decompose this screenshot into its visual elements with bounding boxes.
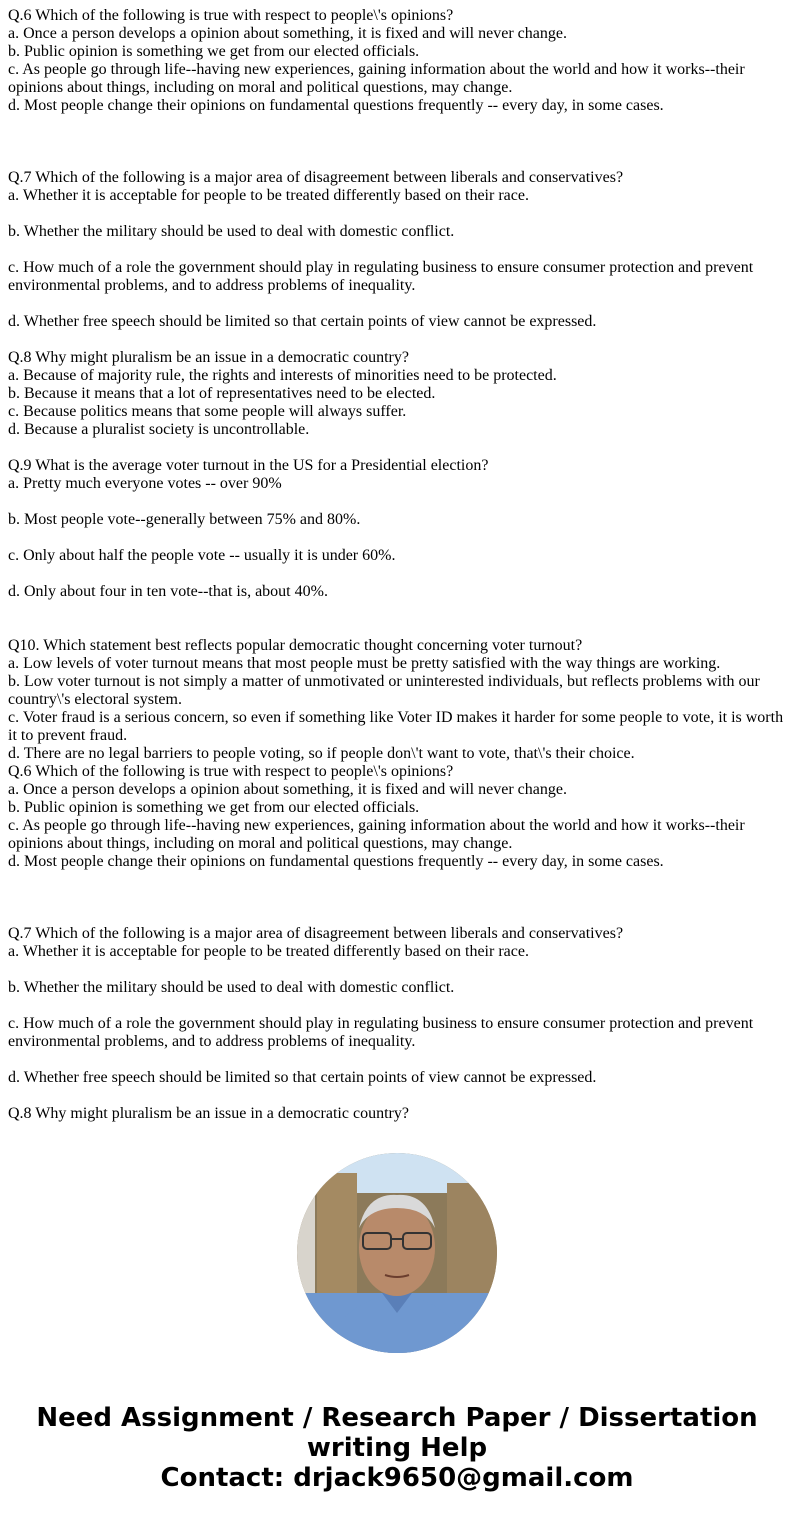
q6-title-repeat: Q.6 Which of the following is true with respect to people\'s opinions? bbox=[8, 763, 454, 780]
q6-option-a-repeat: a. Once a person develops a opinion about something, it is fixed and will never change. bbox=[8, 781, 567, 798]
q7-option-d: d. Whether free speech should be limited so that certain points of view cannot be expressed. bbox=[8, 313, 597, 330]
q9-option-b: b. Most people vote--generally between 75% and 80%. bbox=[8, 511, 361, 528]
q7-title-repeat: Q.7 Which of the following is a major area of disagreement between liberals and conservatives? bbox=[8, 925, 624, 942]
q9-option-c: c. Only about half the people vote -- usually it is under 60%. bbox=[8, 547, 396, 564]
promo-line-2: writing Help bbox=[306, 1433, 488, 1463]
q8-option-d: d. Because a pluralist society is uncontrollable. bbox=[8, 421, 310, 438]
q10-option-c: c. Voter fraud is a serious concern, so even if something like Voter ID makes it harder for some people to vote, it is worth it to prevent fraud. bbox=[8, 709, 784, 744]
q7-option-a: a. Whether it is acceptable for people to be treated differently based on their race. bbox=[8, 187, 529, 204]
document-body bbox=[8, 7, 786, 1123]
q8-option-c: c. Because politics means that some people will always suffer. bbox=[8, 403, 407, 420]
avatar bbox=[297, 1153, 497, 1353]
q10-title: Q10. Which statement best reflects popular democratic thought concerning voter turnout? bbox=[8, 637, 583, 654]
q6-option-c-repeat: c. As people go through life--having new experiences, gaining information about the world and how it works--their opinions about things, including on moral and political questions, may change. bbox=[8, 817, 745, 852]
q8-option-a: a. Because of majority rule, the rights and interests of minorities need to be protected. bbox=[8, 367, 557, 384]
q7-option-c: c. How much of a role the government should play in regulating business to ensure consumer protection and prevent environmental problems, and to address problems of inequality. bbox=[8, 259, 754, 294]
q9-option-a: a. Pretty much everyone votes -- over 90% bbox=[8, 475, 282, 492]
q10-option-a: a. Low levels of voter turnout means that most people must be pretty satisfied with the way things are working. bbox=[8, 655, 721, 672]
q6-option-b-repeat: b. Public opinion is something we get from our elected officials. bbox=[8, 799, 420, 816]
q6-option-b: b. Public opinion is something we get from our elected officials. bbox=[8, 43, 420, 60]
q8-option-b: b. Because it means that a lot of representatives need to be elected. bbox=[8, 385, 436, 402]
q6-option-c: c. As people go through life--having new experiences, gaining information about the world and how it works--their opinions about things, including on moral and political questions, may change. bbox=[8, 61, 745, 96]
q7-title: Q.7 Which of the following is a major area of disagreement between liberals and conservatives? bbox=[8, 169, 624, 186]
q6-option-a: a. Once a person develops a opinion about something, it is fixed and will never change. bbox=[8, 25, 567, 42]
q7-option-a-repeat: a. Whether it is acceptable for people to be treated differently based on their race. bbox=[8, 943, 529, 960]
q10-option-d: d. There are no legal barriers to people voting, so if people don\'t want to vote, that\'s their choice. bbox=[8, 745, 635, 762]
q10-option-b: b. Low voter turnout is not simply a matter of unmotivated or uninterested individuals, but reflects problems with our country\'s electoral system. bbox=[8, 673, 760, 708]
q7-option-b-repeat: b. Whether the military should be used to deal with domestic conflict. bbox=[8, 979, 455, 996]
q7-option-d-repeat: d. Whether free speech should be limited so that certain points of view cannot be expressed. bbox=[8, 1069, 597, 1086]
q7-option-c-repeat: c. How much of a role the government should play in regulating business to ensure consumer protection and prevent environmental problems, and to address problems of inequality. bbox=[8, 1015, 754, 1050]
portrait-photo bbox=[297, 1153, 497, 1353]
promo-contact: Contact: drjack9650@gmail.com bbox=[160, 1463, 634, 1493]
q6-title: Q.6 Which of the following is true with respect to people\'s opinions? bbox=[8, 7, 454, 24]
promo-banner bbox=[0, 1403, 794, 1493]
q8-title-repeat: Q.8 Why might pluralism be an issue in a democratic country? bbox=[8, 1105, 409, 1122]
q9-title: Q.9 What is the average voter turnout in the US for a Presidential election? bbox=[8, 457, 489, 474]
q6-option-d: d. Most people change their opinions on fundamental questions frequently -- every day, in some cases. bbox=[8, 97, 664, 114]
q9-option-d: d. Only about four in ten vote--that is, about 40%. bbox=[8, 583, 328, 600]
q8-title: Q.8 Why might pluralism be an issue in a democratic country? bbox=[8, 349, 409, 366]
promo-line-1: Need Assignment / Research Paper / Dissertation bbox=[36, 1403, 758, 1433]
q7-option-b: b. Whether the military should be used to deal with domestic conflict. bbox=[8, 223, 455, 240]
q6-option-d-repeat: d. Most people change their opinions on fundamental questions frequently -- every day, in some cases. bbox=[8, 853, 664, 870]
